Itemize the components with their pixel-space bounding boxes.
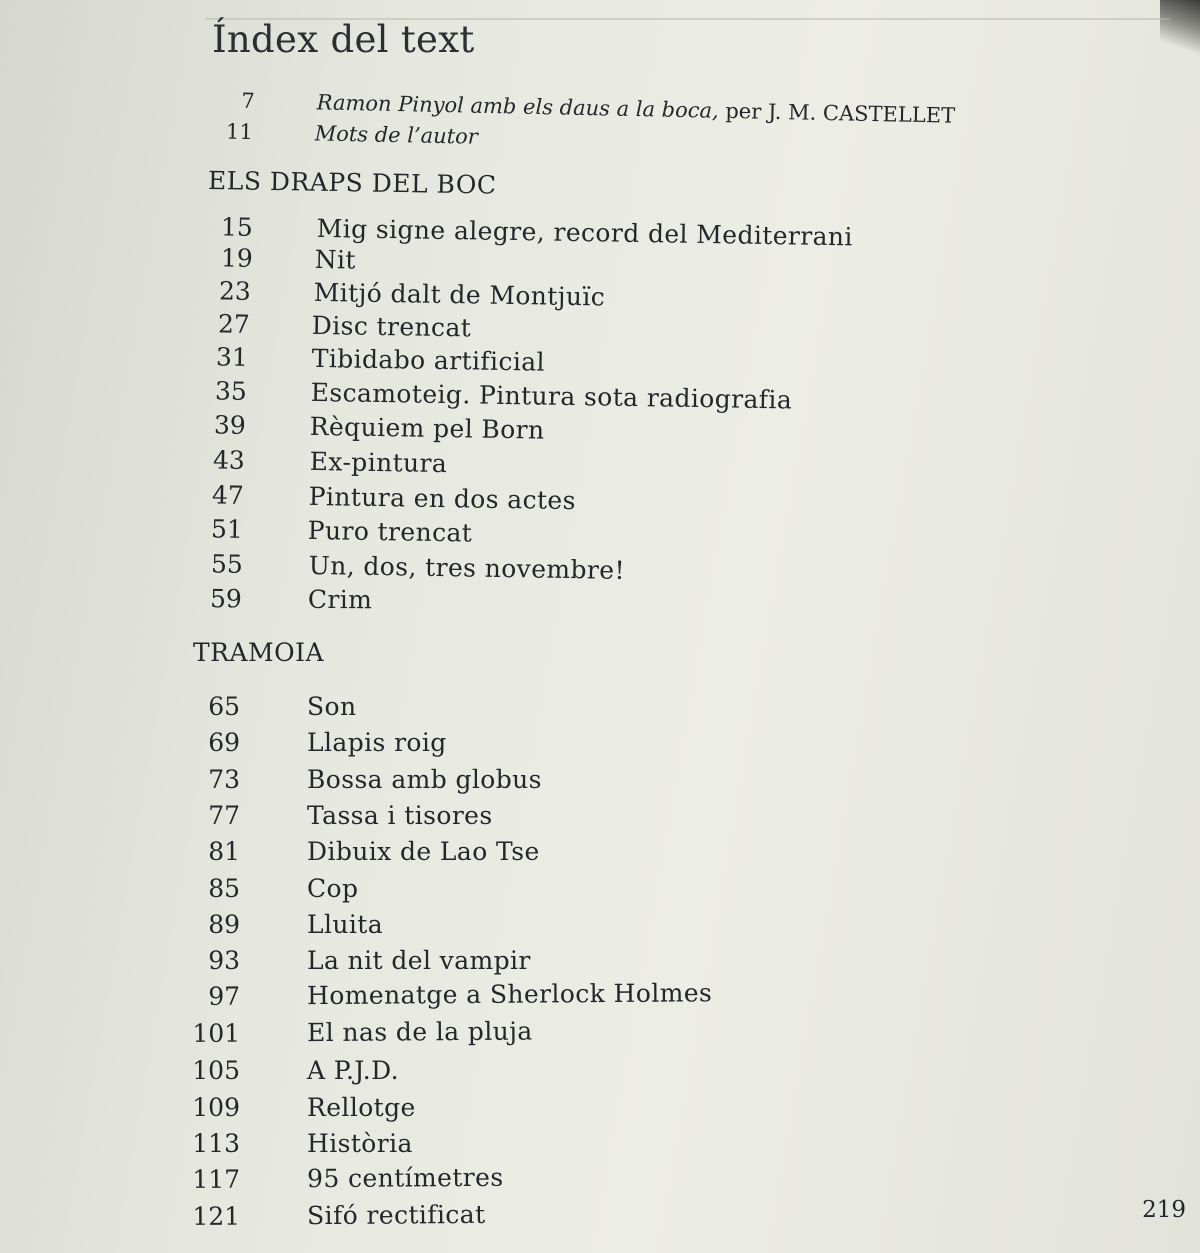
entry-title: Tassa i tisores <box>307 801 493 830</box>
entry-page-number: 73 <box>208 765 240 794</box>
entry-title: Dibuix de Lao Tse <box>307 837 540 866</box>
entry-title: Nit <box>314 244 357 275</box>
page-title: Índex del text <box>212 18 475 61</box>
entry-title: La nit del vampir <box>307 946 531 975</box>
entry-page-number: 65 <box>208 692 240 721</box>
entry-title: Tibidabo artificial <box>311 343 546 377</box>
entry-page-number: 59 <box>209 584 242 614</box>
entry-page-number: 43 <box>212 445 245 475</box>
entry-title: El nas de la pluja <box>306 1016 533 1048</box>
entry-page-number: 97 <box>208 981 241 1011</box>
entry-title-author: per J. M. CASTELLET <box>718 98 956 128</box>
entry-title: Escamoteig. Pintura sota radiografia <box>310 377 793 415</box>
entry-page-number: 15 <box>220 212 253 242</box>
entry-page-number: 39 <box>213 410 246 440</box>
entry-title: Història <box>307 1129 413 1158</box>
entry-page-number: 101 <box>192 1018 241 1048</box>
entry-title: Rellotge <box>307 1093 416 1122</box>
entry-title: Llapis roig <box>307 728 447 757</box>
entry-page-number: 77 <box>208 801 240 830</box>
entry-title: Bossa amb globus <box>307 765 542 794</box>
entry-page-number: 31 <box>215 342 248 372</box>
entry-title: Cop <box>307 874 359 903</box>
entry-page-number: 93 <box>208 946 240 975</box>
entry-page-number: 105 <box>192 1056 240 1085</box>
page-number: 219 <box>1142 1197 1186 1223</box>
entry-title: Pintura en dos actes <box>308 481 577 516</box>
entry-title <box>316 90 955 127</box>
entry-page-number: 113 <box>192 1129 240 1158</box>
entry-page-number: 11 <box>225 119 253 145</box>
entry-page-number: 19 <box>220 243 253 273</box>
section-heading: TRAMOIA <box>193 638 325 667</box>
entry-page-number: 117 <box>192 1164 241 1194</box>
entry-title: Mitjó dalt de Montjuïc <box>313 277 606 312</box>
entry-title: Rèquiem pel Born <box>309 411 545 445</box>
entry-title: Homenatge a Sherlock Holmes <box>306 978 713 1011</box>
page-corner-shadow <box>1160 0 1200 60</box>
entry-title: Disc trencat <box>311 310 472 343</box>
entry-title <box>314 121 478 148</box>
entry-page-number: 55 <box>210 549 243 579</box>
entry-title: Son <box>307 692 357 721</box>
entry-page-number: 47 <box>211 480 244 510</box>
entry-title: Ex-pintura <box>309 446 448 479</box>
entry-title: Sifó rectificat <box>306 1199 486 1231</box>
entry-title: Crim <box>307 584 373 615</box>
entry-page-number: 7 <box>241 88 255 114</box>
entry-page-number: 89 <box>208 910 240 939</box>
entry-page-number: 35 <box>214 376 247 406</box>
entry-title: Puro trencat <box>307 515 473 548</box>
entry-page-number: 81 <box>208 837 240 866</box>
entry-title: A P.J.D. <box>307 1056 400 1085</box>
entry-page-number: 121 <box>192 1201 241 1231</box>
entry-page-number: 109 <box>192 1093 240 1122</box>
entry-page-number: 23 <box>218 276 251 306</box>
entry-title: 95 centímetres <box>306 1162 504 1194</box>
entry-title-italic: Ramon Pinyol amb els daus a la boca, <box>316 90 719 123</box>
entry-title-italic: Mots de l’autor <box>314 121 479 149</box>
section-heading: ELS DRAPS DEL BOC <box>207 166 497 200</box>
entry-page-number: 85 <box>208 874 240 903</box>
entry-page-number: 69 <box>208 728 240 757</box>
entry-title: Lluita <box>307 910 384 939</box>
entry-title: Un, dos, tres novembre! <box>308 550 626 585</box>
entry-page-number: 51 <box>210 514 243 544</box>
entry-page-number: 27 <box>217 309 250 339</box>
entry-title: Mig signe alegre, record del Mediterrani <box>316 213 854 252</box>
